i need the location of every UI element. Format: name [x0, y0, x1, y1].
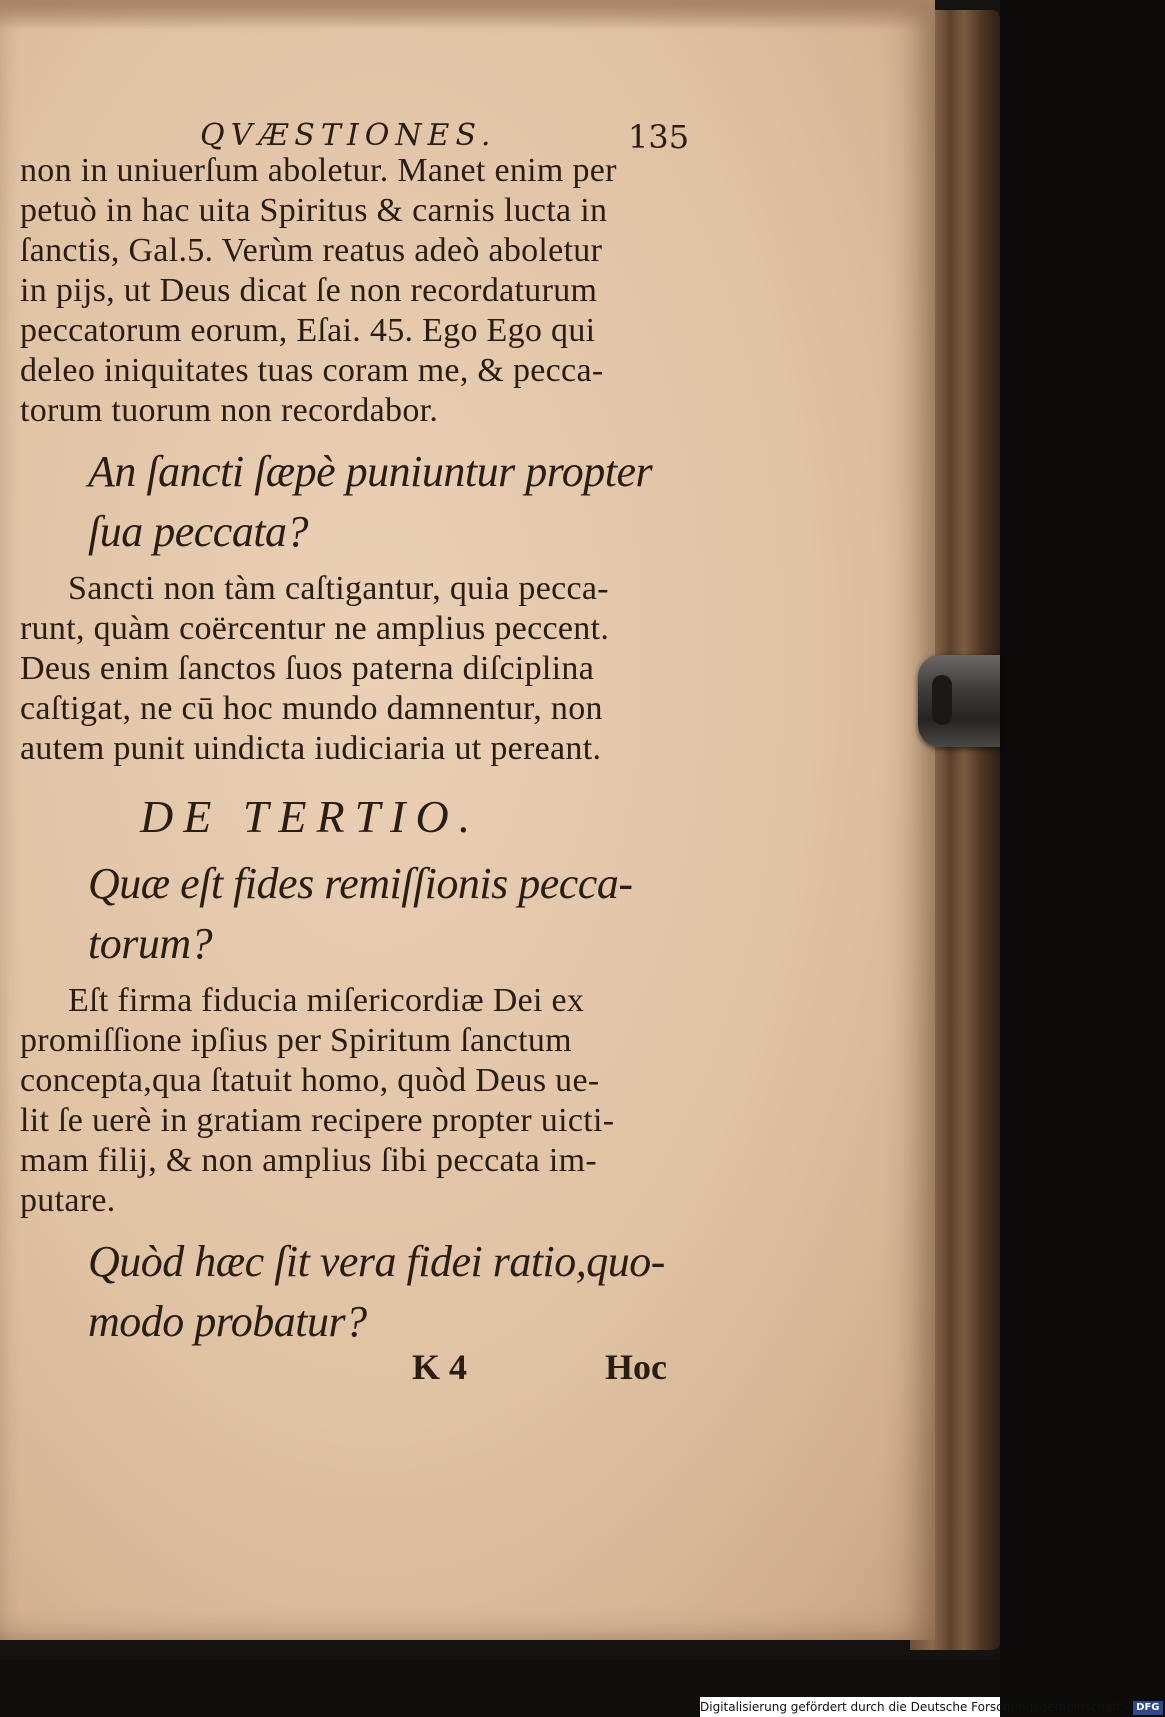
text-line: peccatorum eorum, Eſai. 45. Ego Ego qui	[20, 312, 596, 349]
text-line: promiſſione ipſius per Spiritum ſanctum	[20, 1022, 572, 1059]
catchword: Hoc	[605, 1347, 667, 1387]
text-line: concepta,qua ſtatuit homo, quòd Deus ue-	[20, 1062, 600, 1099]
text-line: in pijs, ut Deus dicat ſe non recordaturum	[20, 272, 598, 309]
question-heading: Quæ eſt fides remiſſionis pecca-	[88, 859, 633, 908]
text-line: ſanctis, Gal.5. Verùm reatus adeò aboletur	[20, 232, 603, 269]
question-heading: modo probatur?	[88, 1297, 367, 1346]
text-line: petuò in hac uita Spiritus & carnis lucta in	[20, 192, 608, 229]
running-head: QVÆSTIONES.	[200, 118, 497, 153]
signature-mark: K 4	[412, 1347, 468, 1387]
question-heading: An ſancti ſæpè puniuntur propter	[88, 447, 653, 496]
text-line: Eſt firma fiducia miſericordiæ Dei ex	[68, 982, 585, 1019]
page-top-shadow	[0, 0, 935, 30]
text-line: Sancti non tàm caſtigantur, quia pecca-	[68, 570, 609, 607]
dfg-logo: DFG	[1133, 1701, 1162, 1715]
text-line: lit ſe uerè in gratiam recipere propter uicti-	[20, 1102, 615, 1139]
text-line: non in uniuerſum aboletur. Manet enim per	[20, 152, 617, 189]
text-line: autem punit uindicta iudiciaria ut pereant.	[20, 730, 602, 767]
question-heading: ſua peccata?	[88, 507, 309, 556]
question-heading: torum?	[88, 919, 213, 968]
text-line: putare.	[20, 1182, 116, 1219]
section-heading: DE TERTIO.	[140, 791, 481, 842]
text-line: deleo iniquitates tuas coram me, & pecca-	[20, 352, 604, 389]
text-line: runt, quàm coërcentur ne amplius peccent.	[20, 610, 610, 647]
text-line: mam filij, & non amplius ſibi peccata im-	[20, 1142, 597, 1179]
digitization-footer	[700, 1697, 1160, 1717]
text-line: Deus enim ſanctos ſuos paterna diſciplina	[20, 650, 595, 687]
page-number: 135	[628, 118, 690, 156]
text-line: torum tuorum non recordabor.	[20, 392, 439, 429]
text-line: caſtigat, ne cū hoc mundo damnentur, non	[20, 690, 603, 727]
clasp-slot	[932, 675, 952, 725]
question-heading: Quòd hæc ſit vera fidei ratio,quo-	[88, 1237, 665, 1286]
footer-text: Digitalisierung gefördert durch die Deutsche Forschungsgemeinschaft -	[700, 1700, 1130, 1714]
book-clasp	[918, 655, 1000, 747]
